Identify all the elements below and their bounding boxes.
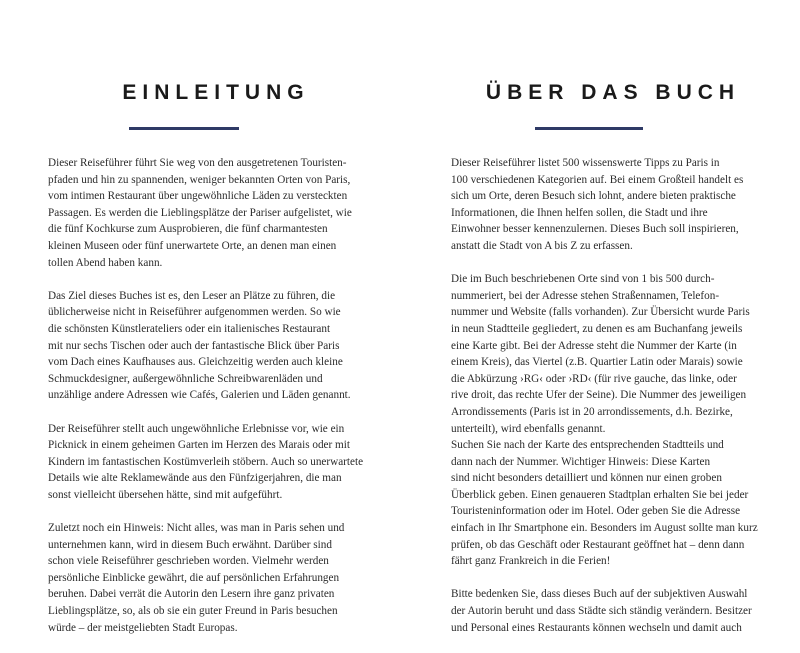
text-line: Kindern im fantastischen Kostümverleih stöbern. Auch so unerwartete <box>48 455 364 468</box>
text-line: Zuletzt noch ein Hinweis: Nicht alles, was man in Paris sehen und <box>48 522 345 535</box>
right-heading: ÜBER DAS BUCH <box>485 81 741 104</box>
text-line: eine Karte gibt. Bei der Adresse steht die Nummer der Karte (in <box>451 339 737 352</box>
right-paragraph-4 <box>451 586 751 636</box>
text-line: sich um Orte, deren Besuch sich lohnt, andere bieten praktische <box>451 190 736 203</box>
text-line: in neun Stadtteile gegliedert, zu denen es am Buchanfang jeweils <box>451 322 743 335</box>
text-line: Passagen. Es werden die Lieblingsplätze der Pariser aufgelistet, wie <box>48 206 352 219</box>
text-line: tollen Abend haben kann. <box>48 256 163 269</box>
text-line: Einwohner besser kennenzulernen. Dieses Buch soll inspirieren, <box>451 223 739 236</box>
text-line: Die im Buch beschriebenen Orte sind von 1 bis 500 durch- <box>451 273 715 286</box>
right-body <box>451 155 758 653</box>
text-line: vom Dach eines Kaufhauses aus. Gleichzeitig werden auch kleine <box>48 356 343 369</box>
right-heading-underline <box>535 127 643 130</box>
text-line: Der Reiseführer stellt auch ungewöhnliche Erlebnisse vor, wie ein <box>48 422 345 435</box>
text-line: Details wie alte Reklamewände aus den Fünfzigerjahren, die man <box>48 472 342 485</box>
text-line: sonst vielleicht übersehen hätte, sind mit aufgeführt. <box>48 488 283 501</box>
text-line: Arrondissements (Paris ist in 20 arrondissements, d.h. Bezirke, <box>451 405 733 418</box>
text-line: Dieser Reiseführer listet 500 wissenswerte Tipps zu Paris in <box>451 157 720 169</box>
text-line: und Personal eines Restaurants können wechseln und damit auch <box>451 621 742 634</box>
text-line: fährt ganz Frankreich in die Ferien! <box>451 555 611 568</box>
text-line: Bitte bedenken Sie, dass dieses Buch auf der subjektiven Auswahl <box>451 588 748 601</box>
left-page <box>48 0 378 634</box>
left-paragraph-4 <box>48 520 378 636</box>
text-line: kleinen Museen oder fünf unerwartete Orte, an denen man einen <box>48 239 337 252</box>
text-line: Lieblingsplätze, so, als ob sie ein guter Freund in Paris besuchen <box>48 605 338 618</box>
text-line: Suchen Sie nach der Karte des entsprechenden Stadtteils und <box>451 439 724 452</box>
text-line: beruhen. Dabei verrät die Autorin den Lesern ihre ganz privaten <box>48 588 335 601</box>
text-line: pfaden und hin zu spannenden, weniger bekannten Orten von Paris, <box>48 173 351 186</box>
text-line: Überblick geben. Einen genaueren Stadtplan erhalten Sie bei jeder <box>451 488 749 501</box>
left-paragraph-3 <box>48 421 378 504</box>
text-line: sind nicht besonders detailliert und können nur einen groben <box>451 472 722 485</box>
text-line: Informationen, die Ihnen helfen sollen, die Stadt und ihre <box>451 206 708 219</box>
right-paragraph-1 <box>451 155 751 255</box>
left-paragraph-1 <box>48 155 378 271</box>
text-line: nummer und Website (falls vorhanden). Zur Übersicht wurde Paris <box>451 306 750 319</box>
right-page <box>451 0 758 634</box>
text-line: Schmuckdesigner, außergewöhnliche Schreibwarenläden und <box>48 372 323 385</box>
text-line: die Abkürzung ›RG‹ oder ›RD‹ (für rive gauche, das linke, oder <box>451 372 737 385</box>
text-line: Dieser Reiseführer führt Sie weg von den ausgetretenen Touristen- <box>48 157 347 169</box>
text-line: die fünf Kochkurse zum Ausprobieren, die fünf charmantesten <box>48 223 328 236</box>
text-line: Touristeninformation oder im Hotel. Oder geben Sie die Adresse <box>451 505 741 518</box>
text-line: rive droit, das rechte Ufer der Seine). Die Nummer des jeweiligen <box>451 389 747 402</box>
text-line: schon viele Reiseführer geschrieben worden. Vielmehr werden <box>48 555 329 568</box>
text-line: 100 verschiedenen Kategorien auf. Bei einem Großteil handelt es <box>451 173 744 186</box>
left-heading: EINLEITUNG <box>122 81 310 104</box>
left-body <box>48 155 378 653</box>
text-line: unzählige andere Adressen wie Cafés, Galerien und Läden genannt. <box>48 389 351 402</box>
text-line: einfach in Ihr Smartphone ein. Besonders im August sollte man kurz <box>451 522 758 535</box>
text-line: dann nach der Nummer. Wichtiger Hinweis: Diese Karten <box>451 455 711 468</box>
text-line: Das Ziel dieses Buches ist es, den Leser an Plätze zu führen, die <box>48 289 336 302</box>
left-heading-underline <box>129 127 239 130</box>
text-line: der Autorin beruht und dass Städte sich ständig verändern. Besitzer <box>451 605 752 618</box>
right-paragraph-2 <box>451 271 751 437</box>
text-line: unterteilt), wird ebenfalls genannt. <box>451 422 606 435</box>
left-paragraph-2 <box>48 288 378 404</box>
text-line: würde – der meistgeliebten Stadt Europas. <box>48 621 238 634</box>
text-line: nummeriert, bei der Adresse stehen Straßennamen, Telefon- <box>451 289 720 302</box>
right-paragraph-3 <box>451 437 758 570</box>
text-line: persönliche Einblicke gewährt, die auf persönlichen Erfahrungen <box>48 571 340 584</box>
text-line: Picknick in einem geheimen Garten im Herzen des Marais oder mit <box>48 439 350 452</box>
text-line: prüfen, ob das Geschäft oder Restaurant geöffnet hat – denn dann <box>451 538 745 551</box>
text-line: die schönsten Künstlerateliers oder ein italienisches Restaurant <box>48 322 331 335</box>
text-line: mit nur sechs Tischen oder auch der fantastische Blick über Paris <box>48 339 340 352</box>
text-line: anstatt die Stadt von A bis Z zu erfassen. <box>451 239 633 252</box>
text-line: üblicherweise nicht in Reiseführer aufgenommen werden. So wie <box>48 306 341 319</box>
text-line: einem Kreis), das Viertel (z.B. Quartier Latin oder Marais) sowie <box>451 356 743 369</box>
text-line: vom intimen Restaurant über ungewöhnliche Läden zu versteckten <box>48 190 348 203</box>
text-line: unternehmen kann, wird in diesem Buch erwähnt. Darüber sind <box>48 538 332 551</box>
